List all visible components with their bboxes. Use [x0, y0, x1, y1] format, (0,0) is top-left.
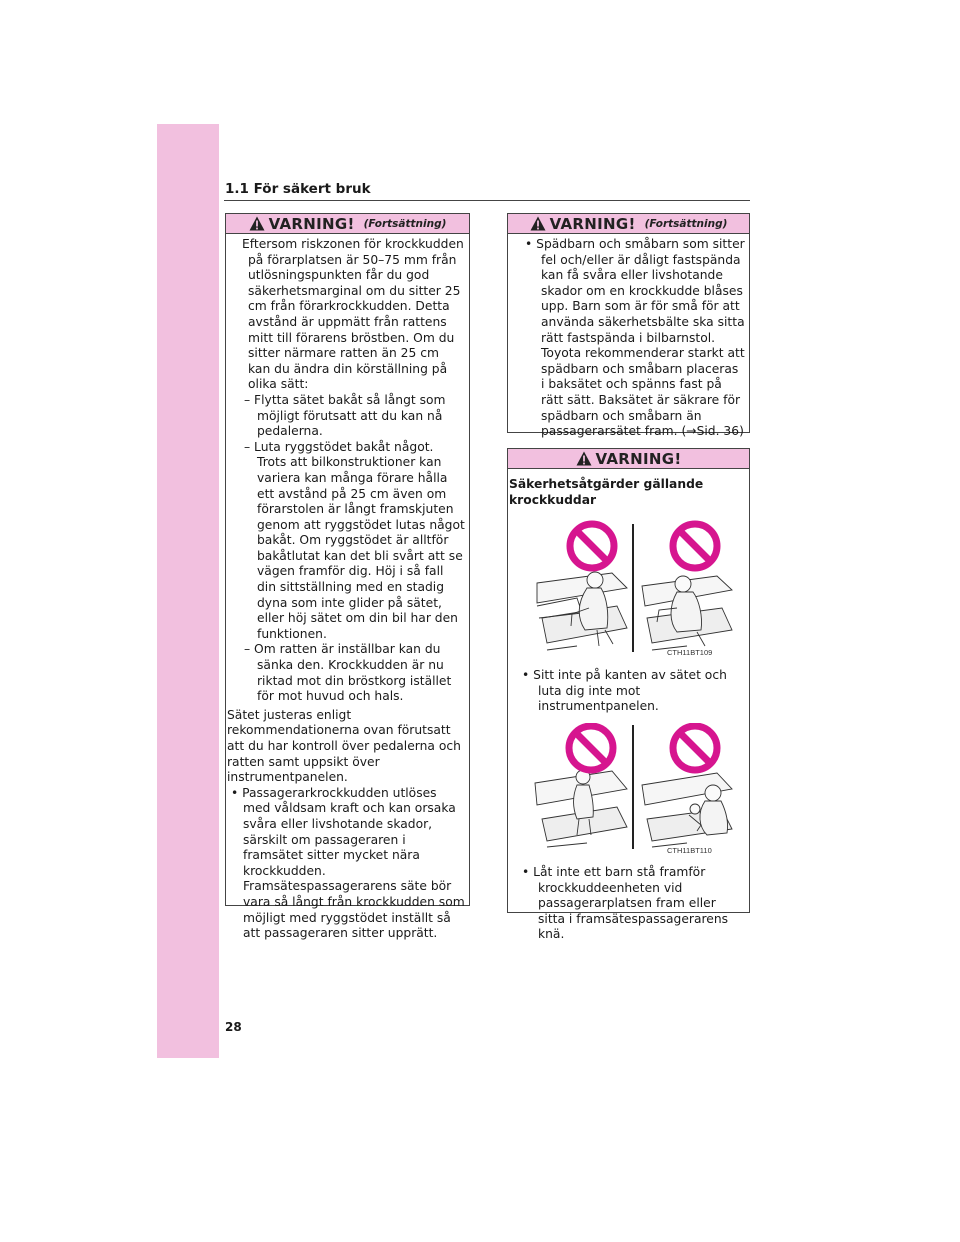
bullet-item: • Låt inte ett barn stå framför krockkuddeenheten vid passagerarplatsen fram eller sitta i framsätespassagerarens knä. — [522, 864, 729, 942]
illustration-right-panel — [642, 773, 732, 847]
prohibition-icon — [673, 726, 717, 770]
warning-subheading: Säkerhetsåtgärder gällande krockkuddar — [509, 477, 704, 507]
dash-item: – Flytta sätet bakåt så långt som möjligt förutsatt att du kan nå pedalerna. — [244, 392, 446, 439]
warning-header — [508, 449, 749, 469]
dash-item: – Luta ryggstödet bakåt något. Trots att bilkonstruktioner kan variera kan många förare hålla ett avstånd på 25 cm även om förarstolen är långt framskjuten genom att ryggstödet lutas något bakåt. Om ryggstödet är alltför bakåtlutat kan det bli svårt att se vägen framför dig. Höj i så fall din sittställning med en stadig dyna som inte glider på sätet, eller höj sätet om din bil har den funktionen. — [244, 439, 465, 641]
warning-title: VARNING! — [549, 214, 636, 233]
illustration-left-panel — [535, 770, 627, 847]
illustration-child-in-front — [517, 723, 737, 855]
warning-continued: (Fortsättning) — [644, 217, 728, 230]
prohibition-icon — [570, 524, 614, 568]
warning-title: VARNING! — [595, 449, 682, 468]
section-title: 1.1 För säkert bruk — [225, 181, 371, 197]
intro-paragraph: Eftersom riskzonen för krockkudden på förarplatsen är 50–75 mm från utlösningspunkten får du god säkerhetsmarginal om du sitter 25 cm från förarkrockkudden. Detta avstånd är uppmätt från rattens mitt till förarens bröstben. Om du sitter närmare ratten än 25 cm kan du ändra din körställning på olika sätt: — [242, 237, 464, 392]
warning-header — [508, 214, 749, 234]
dash-item: – Om ratten är inställbar kan du sänka den. Krockkudden är nu riktad mot din bröstkorg istället för mot huvud och hals. — [244, 642, 452, 704]
bullet-item: • Spädbarn och småbarn som sitter fel och/eller är dåligt fastspända kan få svåra eller livshotande skador om en krockkudde blåses upp. Barn som är för små för att använda säkerhetsbälte ska sitta rätt fastspända i bilbarnstol. Toyota rekommenderar starkt att spädbarn och småbarn placeras i baksätet och spänns fast på rätt sätt. Baksätet är säkrare för spädbarn och småbarn än passagerarsätet fram. (→Sid. 36) — [525, 237, 745, 439]
warning-box-right-top — [507, 213, 750, 439]
settings-paragraph: Sätet justeras enligt rekommendationerna ovan förutsatt att du har kontroll över pedalerna och ratten samt uppsikt över instrumentpanelen. — [227, 707, 461, 785]
warning-triangle-icon — [576, 451, 592, 466]
warning-triangle-icon — [530, 216, 546, 231]
page-side-tab — [157, 124, 219, 1058]
warning-triangle-icon — [249, 216, 265, 231]
warning-body — [508, 234, 749, 440]
warning-body — [226, 234, 469, 942]
illustration-left-panel — [537, 572, 627, 650]
figure-code: CTH11BT109 — [667, 648, 713, 658]
header-rule — [224, 200, 750, 201]
warning-continued: (Fortsättning) — [363, 217, 447, 230]
warning-box-right-bottom — [507, 448, 750, 942]
bullet-item: • Passagerarkrockkudden utlöses med våldsam kraft och kan orsaka svåra eller livshotande skador, särskilt om passageraren i framsätet sitter mycket nära krockkudden. Framsätespassagerarens säte bör vara så långt från krockkudden som möjligt med ryggstödet inställt så att passageraren sitter upprätt. — [231, 785, 465, 941]
prohibition-icon — [673, 524, 717, 568]
figure-code: CTH11BT110 — [667, 845, 712, 855]
warning-box-left — [225, 213, 470, 941]
warning-header — [226, 214, 469, 234]
bullet-item: • Sitt inte på kanten av sätet och luta dig inte mot instrumentpanelen. — [522, 668, 727, 714]
page-number: 28 — [225, 1020, 242, 1034]
warning-title: VARNING! — [268, 214, 355, 233]
illustration-right-panel — [642, 576, 732, 650]
prohibition-icon — [569, 726, 613, 770]
illustration-sitting-too-close — [517, 518, 737, 658]
warning-body — [508, 469, 749, 943]
